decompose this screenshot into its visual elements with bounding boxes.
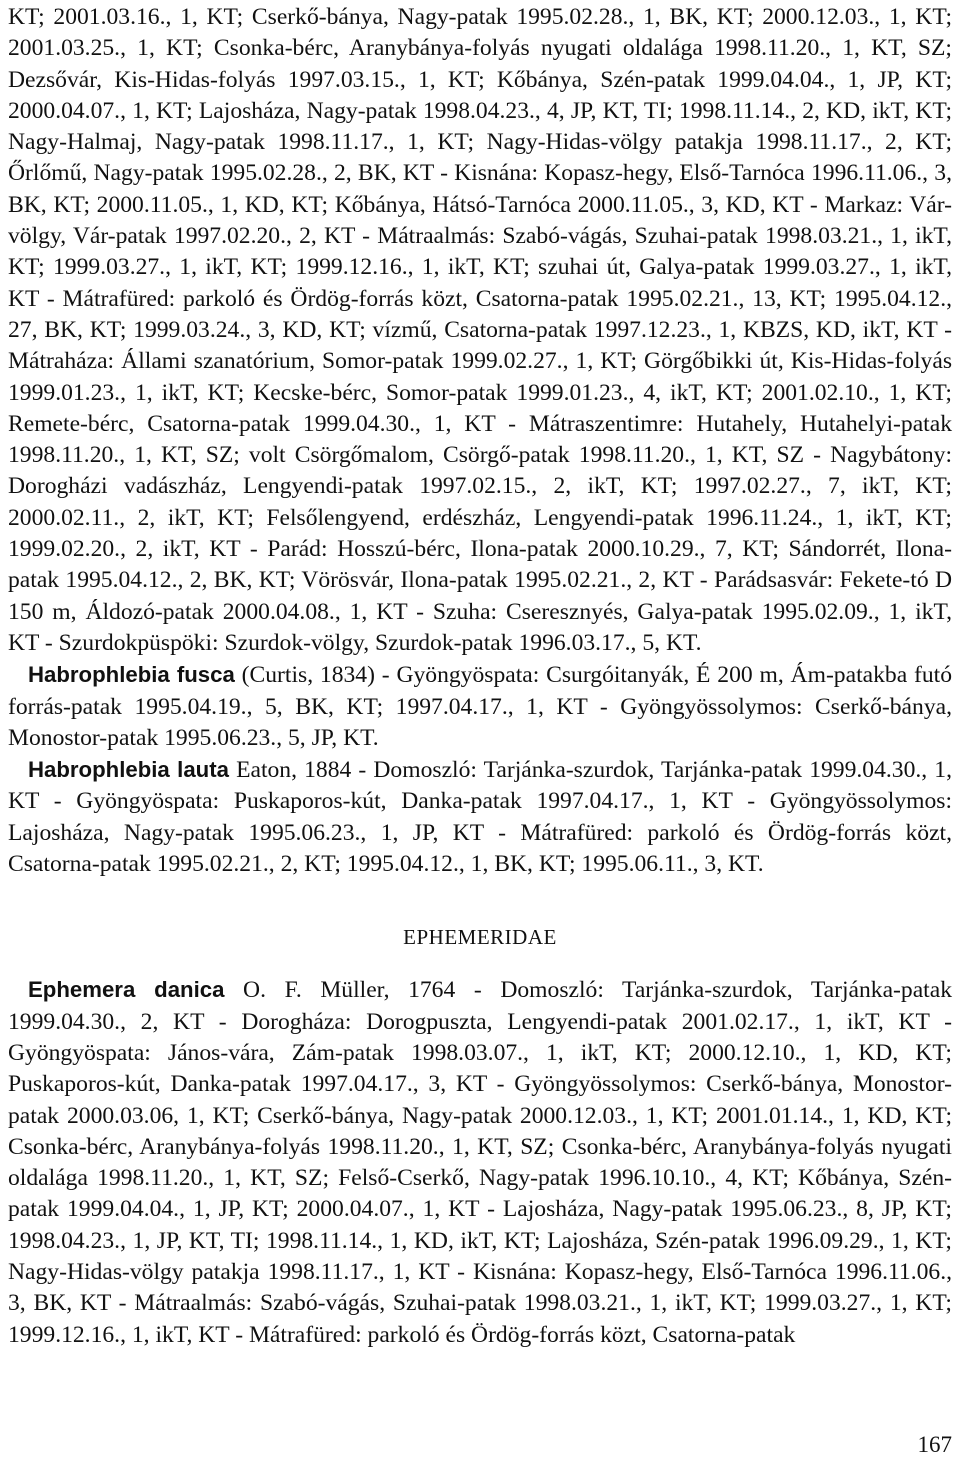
species-name: Habrophlebia fusca — [28, 662, 235, 688]
page-number: 167 — [917, 1432, 952, 1457]
species-records: Eaton, 1884 - Domoszló: Tarjánka-szurdok, Tarjánka-patak 1999.04.30., 1, KT - Gyöngyöspata: Puskaporos-kút, Danka-patak 1997.04.17., 1, KT - Gyöngyössolymos: Lajosháza, Nagy-patak 1995.06.23., 1, JP, KT - Mátrafüred: parkoló és Ördög-forrás közt, Csatorna-patak 1995.02.21., 2, KT; 1995.04.12., 1, BK, KT; 1995.06.11., 3, KT. — [8, 757, 952, 878]
section-heading: EPHEMERIDAE — [403, 925, 557, 950]
continuation-paragraph: KT; 2001.03.16., 1, KT; Cserkő-bánya, Nagy-patak 1995.02.28., 1, BK, KT; 2000.12.03., 1, KT; 2001.03.25., 1, KT; Csonka-bérc, Aranybánya-folyás nyugati oldalága 1998.11.20., 1, KT, SZ; Dezsővár, Kis-Hidas-folyás 1997.03.15., 1, KT; Kőbánya, Szén-patak 1999.04.04., 1, JP, KT; 2000.04.07., 1, KT; Lajosháza, Nagy-patak 1998.04.23., 4, JP, KT, TI; 1998.11.14., 2, KD, ikT, KT; Nagy-Halmaj, Nagy-patak 1998.11.17., 1, KT; Nagy-Hidas-völgy patakja 1998.11.17., 2, KT; Őrlőmű, Nagy-patak 1995.02.28., 2, BK, KT - Kisnána: Kopasz-hegy, Első-Tarnóca 1996.11.06., 3, BK, KT; 2000.11.05., 1, KD, KT; Kőbánya, Hátsó-Tarnóca 2000.11.05., 3, KD, KT - Markaz: Vár-völgy, Vár-patak 1997.02.20., 2, KT - Mátraalmás: Szabó-vágás, Szuhai-patak 1998.03.21., 1, ikT, KT; 1999.03.27., 1, ikT, KT; 1999.12.16., 1, ikT, KT; szuhai út, Galya-patak 1999.03.27., 1, ikT, KT - Mátrafüred: parkoló és Ördög-forrás közt, Csatorna-patak 1995.02.21., 13, KT; 1995.04.12., 27, BK, KT; 1999.03.24., 3, KD, KT; vízmű, Csatorna-patak 1997.12.23., 1, KBZS, KD, ikT, KT - Mátraháza: Állami szanatórium, Somor-patak 1999.02.27., 1, KT; Görgőbikki út, Kis-Hidas-folyás 1999.01.23., 1, ikT, KT; Kecske-bérc, Somor-patak 1999.01.23., 4, ikT, KT; 2001.02.10., 1, KT; Remete-bérc, Csatorna-patak 1999.04.30., 1, KT - Mátraszentimre: Hutahely, Hutahelyi-patak 1998.11.20., 1, KT, SZ; volt Csörgőmalom, Csörgő-patak 1998.11.20., 1, KT, SZ - Nagybátony: Dorogházi vadászház, Lengyendi-patak 1997.02.15., 2, ikT, KT; 1997.02.27., 7, ikT, KT; 2000.02.11., 2, ikT, KT; Felsőlengyend, erdészház, Lengyendi-patak 1996.11.24., 1, ikT, KT; 1999.02.20., 2, ikT, KT - Parád: Hosszú-bérc, Ilona-patak 2000.10.29., 7, KT; Sándorrét, Ilona-patak 1995.04.12., 2, BK, KT; Vörösvár, Ilona-patak 1995.02.21., 2, KT - Parádsasvár: Fekete-tó D 150 m, Áldozó-patak 2000.04.08., 1, KT - Szuha: Cseresznyés, Galya-patak 1995.02.09., 1, ikT, KT - Szurdokpüspöki: Szurdok-völgy, Szurdok-patak 1996.03.17., 5, KT. — [8, 4, 952, 656]
species-entry-ephemera-danica — [8, 974, 952, 1351]
species-name: Habrophlebia lauta — [28, 757, 229, 783]
species-records: O. F. Müller, 1764 - Domoszló: Tarjánka-szurdok, Tarjánka-patak 1999.04.30., 2, KT - Dorogháza: Dorogpuszta, Lengyendi-patak 2001.02.17., 1, ikT, KT - Gyöngyöspata: János-vára, Zám-patak 1998.03.07., 1, ikT, KT; 2000.12.10., 1, KD, KT; Puskaporos-kút, Danka-patak 1997.04.17., 3, KT - Gyöngyössolymos: Cserkő-bánya, Monostor-patak 2000.03.06, 1, KT; Cserkő-bánya, Nagy-patak 2000.12.03., 1, KT; 2001.01.14., 1, KD, KT; Csonka-bérc, Aranybánya-folyás 1998.11.20., 1, KT, SZ; Csonka-bérc, Aranybánya-folyás nyugati oldalága 1998.11.20., 1, KT, SZ; Felső-Cserkő, Nagy-patak 1996.10.10., 4, KT; Kőbánya, Szén-patak 1999.04.04., 1, JP, KT; 2000.04.07., 1, KT - Lajosháza, Nagy-patak 1995.06.23., 8, JP, KT; 1998.04.23., 1, JP, KT, TI; 1998.11.14., 1, KD, ikT, KT; Lajosháza, Szén-patak 1996.09.29., 1, KT; Nagy-Hidas-völgy patakja 1998.11.17., 1, KT - Kisnána: Kopasz-hegy, Első-Tarnóca 1996.11.06., 3, BK, KT - Mátraalmás: Szabó-vágás, Szuhai-patak 1998.03.21., 1, ikT, KT; 1999.03.27., 1, KT; 1999.12.16., 1, ikT, KT - Mátrafüred: parkoló és Ördög-forrás közt, Csatorna-patak — [8, 977, 952, 1348]
species-name: Ephemera danica — [28, 977, 225, 1003]
species-entry-habrophlebia-fusca — [8, 659, 952, 754]
species-entry-habrophlebia-lauta — [8, 754, 952, 880]
species-records: (Curtis, 1834) - Gyöngyöspata: Csurgóitanyák, É 200 m, Ám-patakba futó forrás-patak 1995.04.19., 5, BK, KT; 1997.04.17., 1, KT - Gyöngyössolymos: Cserkő-bánya, Monostor-patak 1995.06.23., 5, JP, KT. — [8, 662, 952, 751]
